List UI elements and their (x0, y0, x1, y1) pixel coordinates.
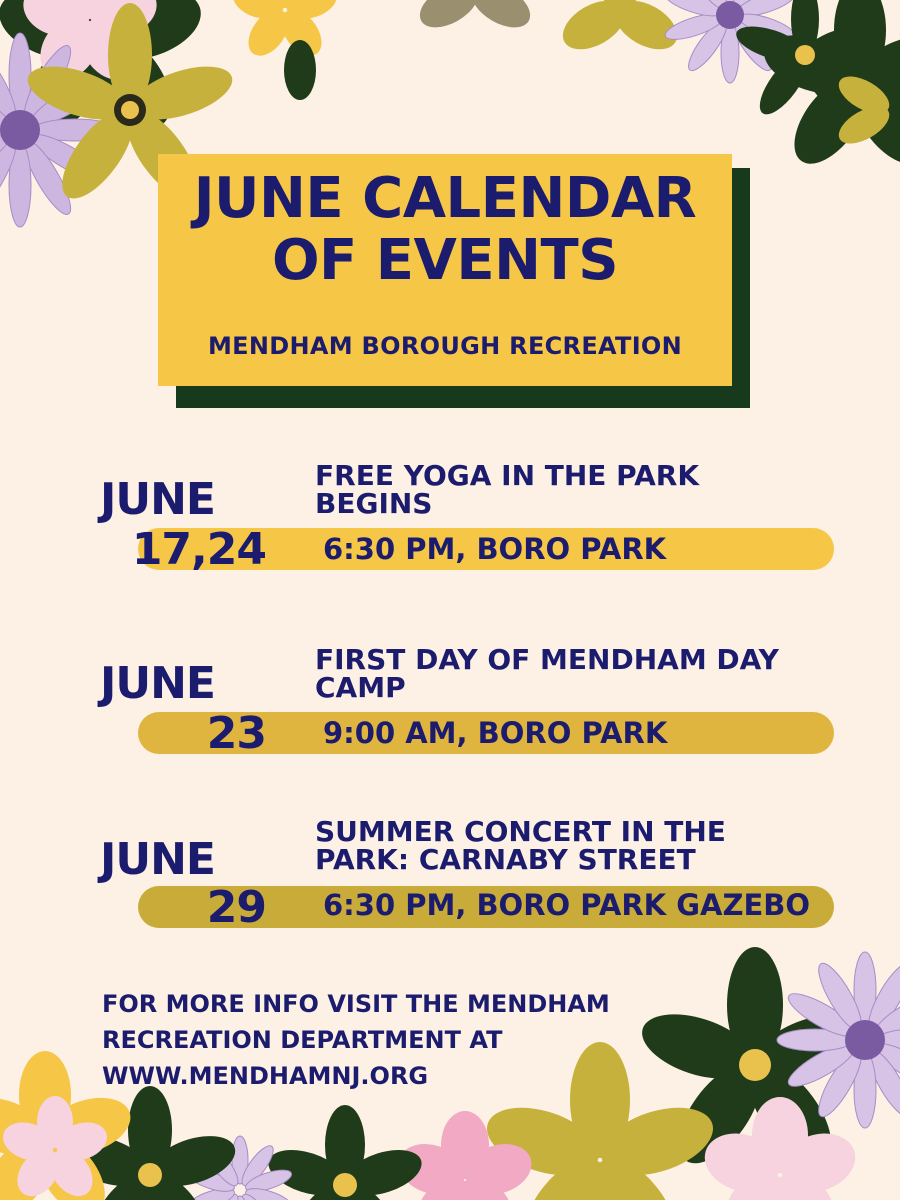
event-month: JUNE (100, 834, 215, 885)
page-title (158, 168, 732, 292)
event-detail: 6:30 PM, BORO PARK (323, 532, 667, 566)
event-month: JUNE (100, 474, 215, 525)
event-days: 17,24 (131, 524, 266, 575)
event-title: FREE YOGA IN THE PARK BEGINS (315, 459, 700, 520)
event-item (0, 640, 900, 780)
flower-cluster-top-right-icon (412, 0, 900, 176)
event-item (0, 456, 900, 596)
title-line-2: OF EVENTS (271, 228, 619, 293)
title-line-1: JUNE CALENDAR (193, 166, 697, 231)
event-days: 23 (206, 708, 266, 759)
footer-line-1: FOR MORE INFO VISIT THE MENDHAM (102, 990, 610, 1018)
event-detail: 6:30 PM, BORO PARK GAZEBO (323, 888, 811, 922)
title-box (158, 154, 732, 386)
event-month: JUNE (100, 658, 215, 709)
event-title: FIRST DAY OF MENDHAM DAY CAMP (315, 643, 779, 704)
event-days: 29 (206, 882, 266, 933)
event-title: SUMMER CONCERT IN THE PARK: CARNABY STREET (315, 815, 726, 876)
event-item (0, 814, 900, 954)
footer-info (102, 986, 702, 1094)
event-detail: 9:00 AM, BORO PARK (323, 716, 668, 750)
subtitle: MENDHAM BOROUGH RECREATION (207, 332, 683, 360)
footer-line-2: RECREATION DEPARTMENT AT (102, 1026, 503, 1054)
footer-website-link[interactable]: WWW.MENDHAMNJ.ORG (102, 1062, 429, 1090)
